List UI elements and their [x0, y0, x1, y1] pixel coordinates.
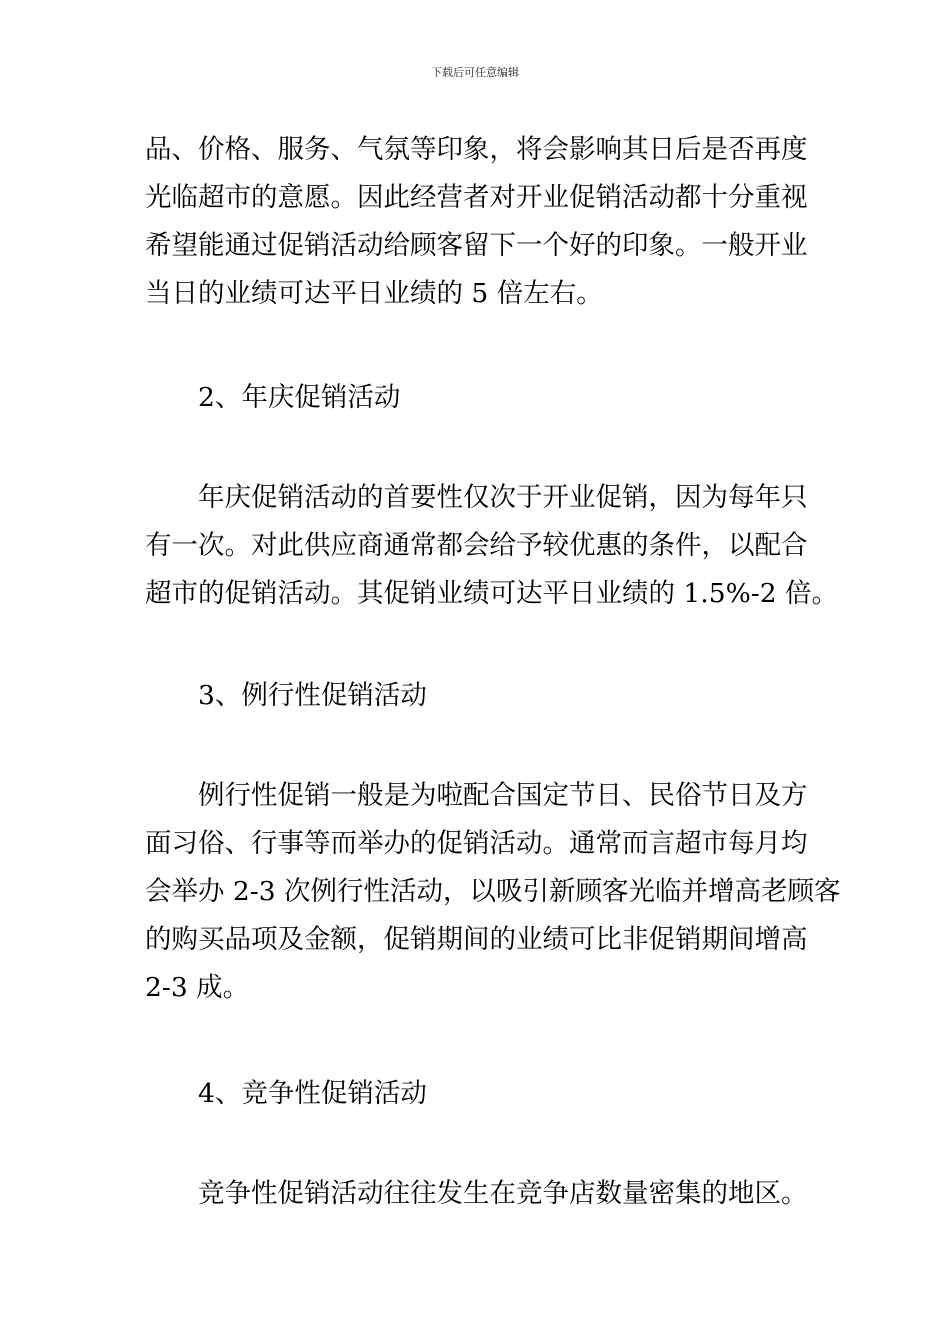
section-heading-routine	[145, 672, 810, 720]
heading-text: 4、竞争性促销活动	[198, 1078, 427, 1109]
section-heading-anniversary	[145, 374, 810, 422]
text-line: 年庆促销活动的首要性仅次于开业促销，因为每年只	[198, 482, 808, 513]
text-line: 当日的业绩可达平日业绩的 5 倍左右。	[145, 278, 603, 309]
section-heading-competitive	[145, 1070, 810, 1118]
text-line: 会举办 2-3 次例行性活动，以吸引新顾客光临并增高老顾客	[145, 876, 841, 907]
heading-text: 2、年庆促销活动	[198, 382, 401, 413]
text-line: 例行性促销一般是为啦配合国定节日、民俗节日及方	[198, 780, 808, 811]
paragraph-competitive	[145, 1170, 810, 1218]
text-line: 品、价格、服务、气氛等印象，将会影响其日后是否再度	[145, 134, 808, 165]
text-line: 光临超市的意愿。因此经营者对开业促销活动都十分重视	[145, 182, 808, 213]
text-line: 超市的促销活动。其促销业绩可达平日业绩的 1.5%-2 倍。	[145, 578, 838, 609]
text-line: 希望能通过促销活动给顾客留下一个好的印象。一般开业	[145, 230, 808, 261]
paragraph-anniversary	[145, 474, 838, 618]
text-line: 面习俗、行事等而举办的促销活动。通常而言超市每月均	[145, 828, 808, 859]
text-line: 竞争性促销活动往往发生在竞争店数量密集的地区。	[198, 1178, 808, 1209]
heading-text: 3、例行性促销活动	[198, 680, 427, 711]
paragraph-routine	[145, 772, 841, 1012]
paragraph-grand-opening-continued	[145, 126, 810, 318]
text-line: 的购买品项及金额，促销期间的业绩可比非促销期间增高	[145, 924, 808, 955]
text-line: 有一次。对此供应商通常都会给予较优惠的条件，以配合	[145, 530, 808, 561]
text-line: 2-3 成。	[145, 972, 250, 1003]
page-header: 下载后可任意编辑	[431, 66, 519, 79]
